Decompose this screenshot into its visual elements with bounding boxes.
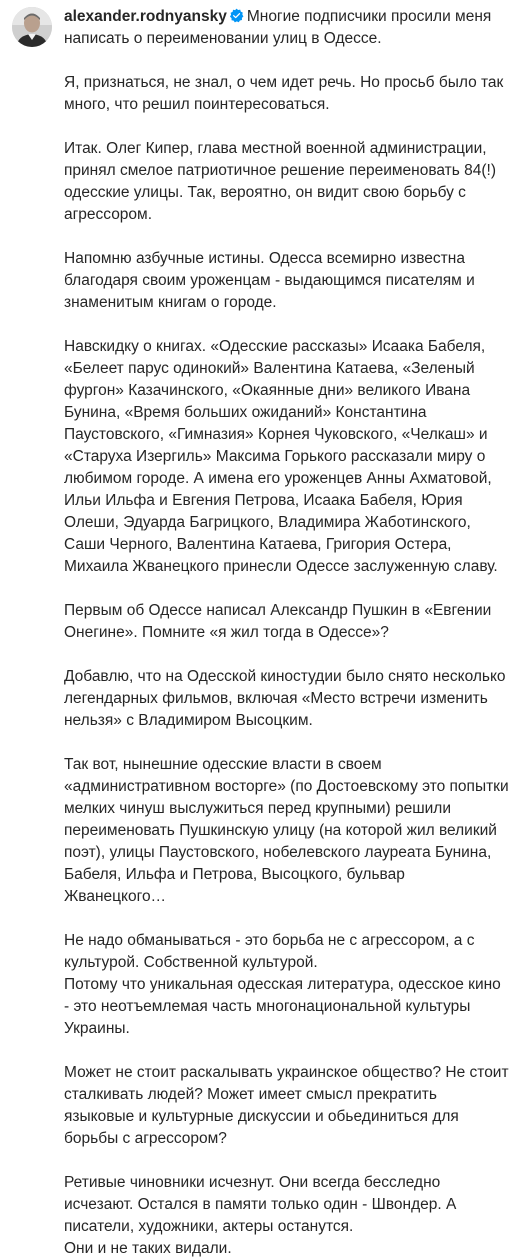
caption-paragraph: Они и не таких видали.	[64, 1240, 232, 1257]
profile-avatar[interactable]	[12, 7, 52, 47]
username-link[interactable]: alexander.rodnyansky	[64, 8, 227, 25]
profile-photo	[12, 7, 52, 47]
caption-paragraph: Итак. Олег Кипер, глава местной военной администрации, принял смелое патриотичное решение переименовать 84(!) одесские улицы. Так, вероятно, он видит свою борьбу с агрессором.	[64, 140, 497, 223]
caption-text	[64, 6, 510, 1260]
caption-paragraph: Может не стоит раскалывать украинское общество? Не стоит сталкивать людей? Может имеет смысл прекратить языковые и культурные дискуссии и обьединиться для борьбы с агрессором?	[64, 1064, 509, 1147]
caption-paragraph: Навскидку о книгах. «Одесские рассказы» Исаака Бабеля, «Белеет парус одинокий» Валентина Катаева, «Зеленый фургон» Казачинского, «Окаянные дни» великого Ивана Бунина, «Время больших ожиданий» Константина Паустовского, «Гимназия» Корнея Чуковского, «Челкаш» и «Старуха Изергиль» Максима Горького рассказали миру о любимом городе. А имена его уроженцев Анны Ахматовой, Ильи Ильфа и Евгения Петрова, Исаака Бабеля, Юрия Олеши, Эдуарда Багрицкого, Владимира Жаботинского, Саши Черного, Валентина Катаева, Григория Остера, Михаила Жванецкого принесли Одессе заслуженную славу.	[64, 338, 498, 575]
verified-badge-icon	[229, 8, 244, 23]
caption-paragraph: Так вот, нынешние одесские власти в своем «административном восторге» (по Достоевскому это попытки мелких чинуш выслужиться перед крупными) решили переименовать Пушкинскую улицу (на которой жил великий поэт), улицы Паустовского, нобелевского лауреата Бунина, Бабеля, Ильфа и Петрова, Высоцкого, бульвар Жванецкого…	[64, 756, 509, 905]
caption-first-paragraph	[64, 6, 510, 50]
caption-intro: Многие подписчики просили меня написать о переименовании улиц в Одессе.	[64, 8, 492, 47]
caption-paragraph: Первым об Одессе написал Александр Пушкин в «Евгении Онегине». Помните «я жил тогда в Одессе»?	[64, 602, 492, 641]
caption-paragraph: Я, признаться, не знал, о чем идет речь. Но просьб было так много, что решил поинтересоваться.	[64, 74, 504, 113]
caption-paragraph: Потому что уникальная одесская литература, одесское кино - это неотъемлемая часть многонациональной культуры Украины.	[64, 976, 501, 1037]
caption-paragraph: Добавлю, что на Одесской киностудии было снято несколько легендарных фильмов, включая «Место встречи изменить нельзя» с Владимиром Высоцким.	[64, 668, 506, 729]
caption-paragraph: Не надо обманываться - это борьба не с агрессором, а с культурой. Собственной культурой.	[64, 932, 475, 971]
caption-paragraph: Напомню азбучные истины. Одесса всемирно известна благодаря своим уроженцам - выдающимся писателям и знаменитым книгам о городе.	[64, 250, 475, 311]
caption-paragraph: Ретивые чиновники исчезнут. Они всегда бесследно исчезают. Остался в памяти только один - Швондер. А писатели, художники, актеры останутся.	[64, 1174, 457, 1235]
